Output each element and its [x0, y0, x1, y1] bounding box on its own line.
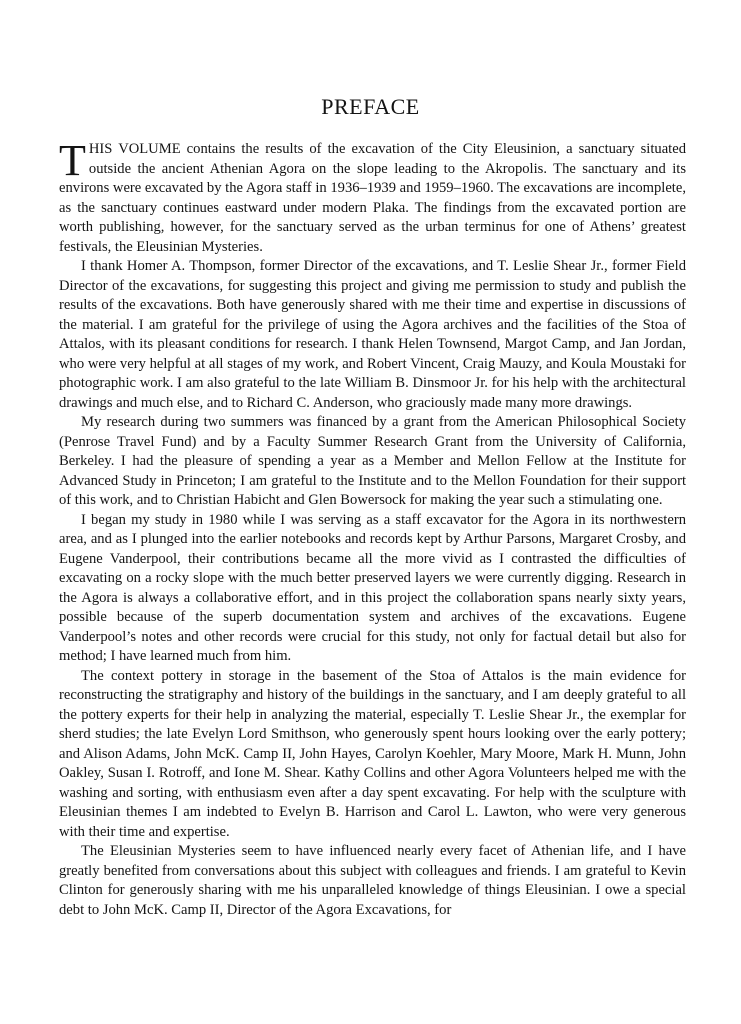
paragraph-1-text: contains the results of the excavation of the City Eleusinion, a sanctuary situated outside the ancient Athenian Agora on the slope leading to the Akropolis. The sanctuary and its environs were excavated by the Agora staff in 1936–1939 and 1959–1960. The excavations are incomplete, as the sanctuary continues eastward under modern Plaka. The findings from the excavated portion are worth publishing, however, for the sanctuary served as the urban terminus for one of Athens’ greatest festivals, the Eleusinian Mysteries.	[59, 141, 687, 255]
paragraph-1-lead: HIS VOLUME	[88, 141, 181, 157]
paragraph-6: The Eleusinian Mysteries seem to have influenced nearly every facet of Athenian life, and I have greatly benefited from conversations about this subject with colleagues and friends. I am grateful to Kevin Clinton for generously sharing with me his unparalleled knowledge of things Eleusinian. I owe a special debt to John McK. Camp II, Director of the Agora Excavations, for	[59, 843, 686, 918]
preface-body	[59, 136, 687, 920]
paragraph-2: I thank Homer A. Thompson, former Director of the excavations, and T. Leslie Shear Jr., former Field Director of the excavations, for suggesting this project and giving me permission to study and publish the results of the excavations. Both have generously shared with me their time and expertise in discussions of the material. I am grateful for the privilege of using the Agora archives and the facilities of the Stoa of Attalos, with its pleasant conditions for research. I thank Helen Townsend, Margot Camp, and Jan Jordan, who were very helpful at all stages of my work, and Robert Vincent, Craig Mauzy, and Koula Moustaki for photographic work. I am also grateful to the late William B. Dinsmoor Jr. for his help with the architectural drawings and much else, and to Richard C. Anderson, who graciously made many more drawings.	[59, 258, 686, 411]
paragraph-5: The context pottery in storage in the basement of the Stoa of Attalos is the main evidence for reconstructing the stratigraphy and history of the buildings in the sanctuary, and I am deeply grateful to all the pottery experts for their help in analyzing the material, especially T. Leslie Shear Jr., the exemplar for sherd studies; the late Evelyn Lord Smithson, who generously spent hours looking over the early pottery; and Alison Adams, John McK. Camp II, John Hayes, Carolyn Koehler, Mary Moore, Mark H. Munn, John Oakley, Susan I. Rotroff, and Ione M. Shear. Kathy Collins and other Agora Volunteers helped me with the washing and sorting, with enthusiasm even after a day spent excavating. For help with the sculpture with Eleusinian themes I am indebted to Evelyn B. Harrison and Carol L. Lawton, who were very generous with their time and expertise.	[59, 667, 686, 840]
page-title: PREFACE	[321, 94, 420, 119]
drop-cap: T	[59, 136, 86, 185]
paragraph-1	[59, 136, 687, 257]
paragraph-3: My research during two summers was financed by a grant from the American Philosophical Society (Penrose Travel Fund) and by a Faculty Summer Research Grant from the University of California, Berkeley. I had the pleasure of spending a year as a Member and Mellon Fellow at the Institute for Advanced Study in Princeton; I am grateful to the Institute and to the Mellon Foundation for their support of this work, and to Christian Habicht and Glen Bowersock for making the year such a stimulating one.	[59, 414, 686, 508]
paragraph-4: I began my study in 1980 while I was serving as a staff excavator for the Agora in its northwestern area, and as I plunged into the earlier notebooks and records kept by Arthur Parsons, Margaret Crosby, and Eugene Vanderpool, their contributions became all the more vivid as I contrasted the difficulties of excavating on a rocky slope with the much better preserved layers we were currently digging. Research in the Agora is always a collaborative effort, and in this project the collaboration spans nearly sixty years, possible because of the superb documentation system and archives of the excavations. Eugene Vanderpool’s notes and other records were crucial for this study, not only for factual detail but also for method; I have learned much from him.	[59, 511, 686, 664]
